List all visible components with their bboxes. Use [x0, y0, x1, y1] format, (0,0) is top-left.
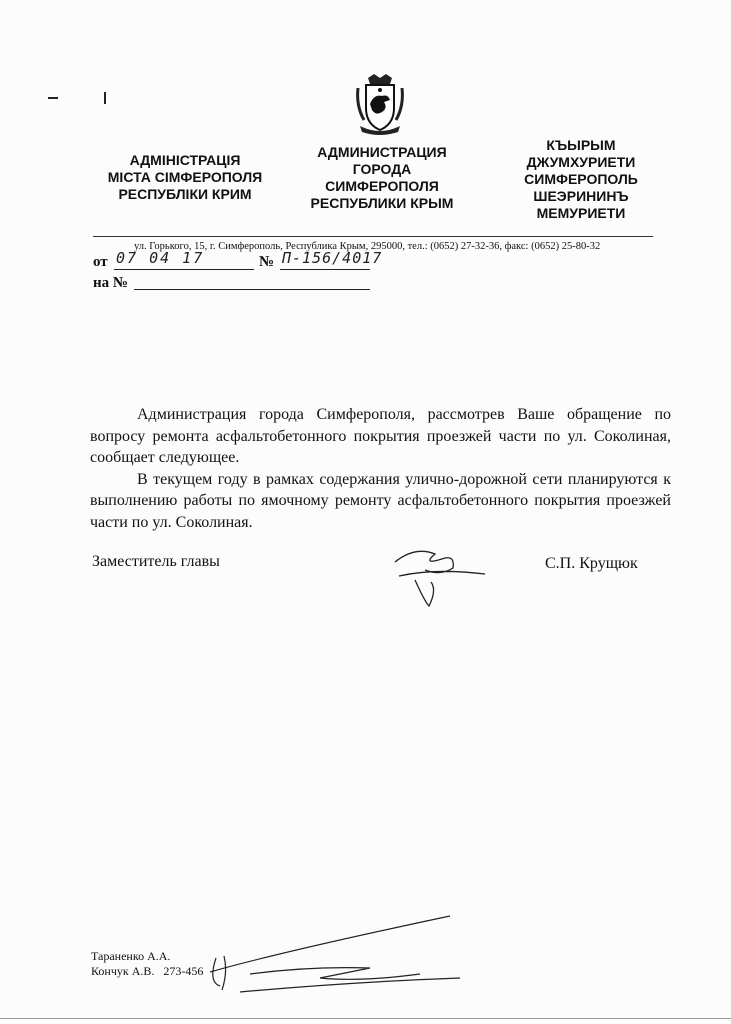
header-line: МІСТА СІМФЕРОПОЛЯ	[107, 169, 263, 185]
header-line: ШЕЭРИНИНЪ	[533, 188, 629, 204]
header-line: ДЖУМХУРИЕТИ	[526, 154, 636, 170]
scan-speck	[48, 97, 58, 99]
handwritten-signature	[385, 540, 495, 610]
executor-1: Тараненко А.А.	[91, 949, 171, 963]
scan-speck	[104, 92, 106, 104]
letter-body	[90, 404, 671, 533]
header-russian	[298, 144, 466, 212]
executor-2-phone: 273-456	[163, 964, 204, 978]
date-underline	[114, 269, 254, 270]
header-line: КЪЫРЫМ	[546, 137, 616, 153]
header-line: СИМФЕРОПОЛЯ	[325, 178, 439, 194]
header-line: РЕСПУБЛІКИ КРИМ	[118, 186, 252, 202]
signatory-name: С.П. Крущюк	[545, 555, 638, 572]
reference-underline	[134, 289, 370, 290]
address-line: ул. Горького, 15, г. Симферополь, Республика Крым, 295000, тел.: (0652) 27-32-36, факс: (0652) 25-80-32	[134, 241, 601, 252]
crimea-coat-of-arms-icon	[354, 72, 406, 136]
number-value: П-156/4017	[282, 249, 383, 267]
header-line: РЕСПУБЛИКИ КРЫМ	[310, 195, 454, 211]
body-paragraph: Администрация города Симферополя, рассмотрев Ваше обращение по вопросу ремонта асфальтобетонного покрытия проезжей части по ул. Соколиная, сообщает следующее.	[90, 406, 671, 466]
footer-signature	[200, 912, 470, 1002]
body-paragraph: В текущем году в рамках содержания улично-дорожной сети планируются к выполнению работы по ямочному ремонту асфальтобетонного покрытия проезжей части по ул. Соколиная.	[90, 470, 671, 531]
header-line: СИМФЕРОПОЛЬ	[524, 171, 638, 187]
number-label: №	[259, 254, 275, 270]
from-label: от	[93, 254, 108, 270]
number-underline	[280, 269, 370, 270]
signatory-position: Заместитель главы	[92, 553, 220, 570]
scan-speck	[0, 1018, 731, 1019]
reference-label: на №	[93, 275, 128, 291]
header-ukrainian	[100, 152, 270, 203]
header-rule	[93, 236, 653, 237]
header-line: АДМИНИСТРАЦИЯ	[317, 144, 447, 160]
date-value: 07 04 17	[116, 249, 205, 267]
header-line: АДМІНІСТРАЦІЯ	[129, 152, 241, 168]
executor-2	[91, 964, 203, 979]
header-line: ГОРОДА	[352, 161, 412, 177]
executor-2-name: Кончук А.В.	[91, 964, 155, 978]
emblem	[354, 72, 406, 136]
header-crimean-tatar	[506, 137, 656, 222]
header-line: МЕМУРИЕТИ	[536, 205, 626, 221]
